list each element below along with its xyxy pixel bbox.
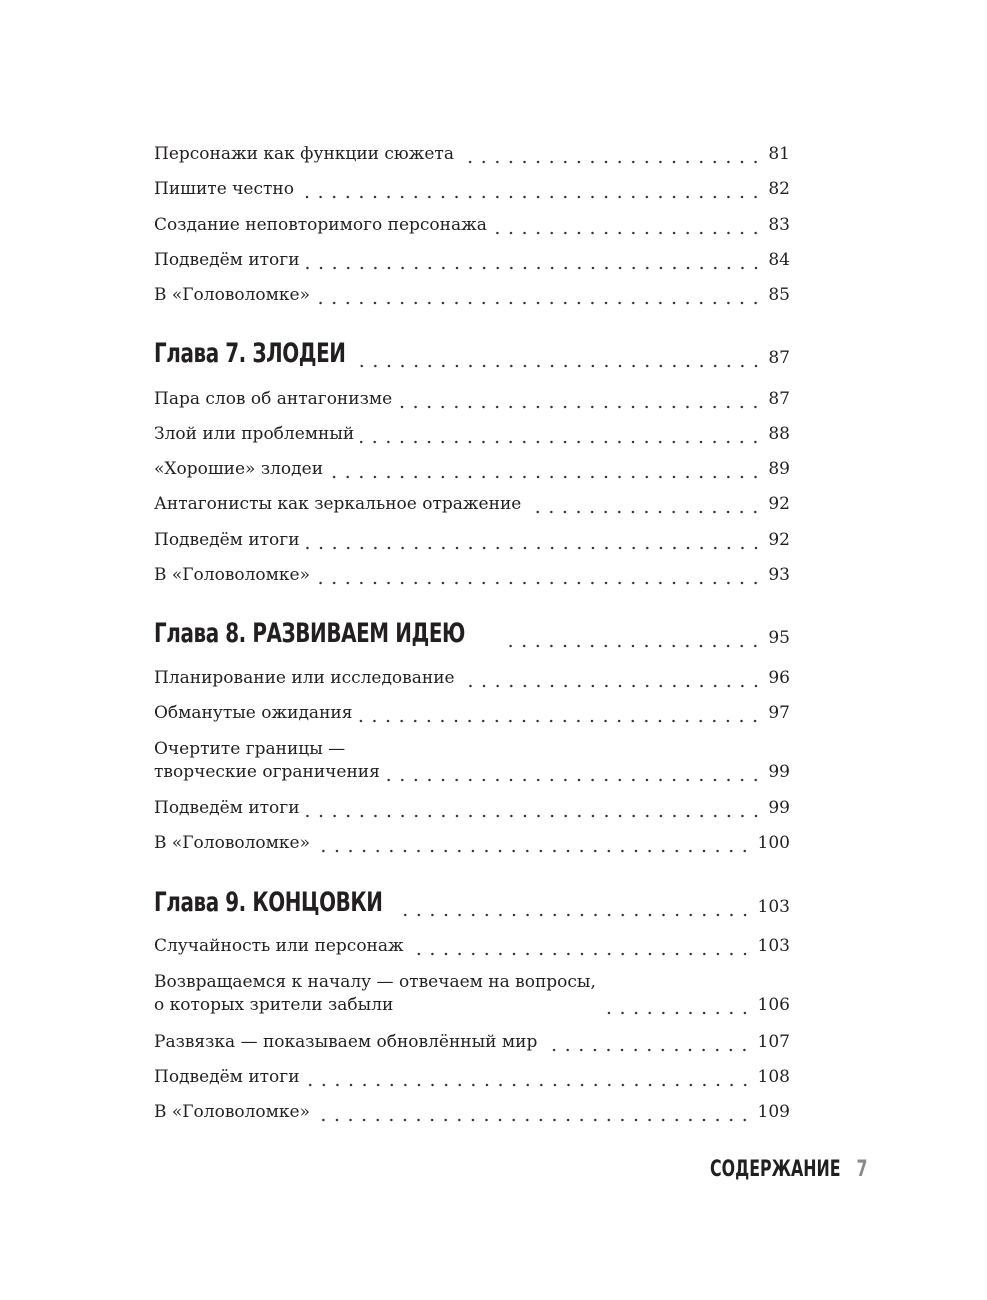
toc-page-number: 81 [768, 144, 790, 164]
toc-entry [154, 702, 790, 725]
toc-page-number: 100 [757, 833, 790, 853]
toc-entry [154, 423, 790, 446]
toc-chapter-heading [154, 887, 790, 919]
dot-leader [316, 1101, 752, 1124]
toc-page-number: 96 [768, 668, 790, 688]
dot-leader [410, 935, 752, 958]
toc-entry [154, 935, 790, 958]
toc-entry-title: В «Головоломке» [154, 832, 316, 855]
page-footer [710, 1157, 867, 1182]
toc-page-number: 92 [768, 530, 790, 550]
toc-entry-title: Персонажи как функции сюжета [154, 143, 460, 166]
dot-leader [360, 423, 762, 446]
toc-entry-title: Подведём итоги [154, 529, 306, 552]
toc-entry [154, 1101, 790, 1124]
toc-entry [154, 797, 790, 820]
dot-leader [300, 178, 762, 201]
toc-entry-title: Развязка — показываем обновлённый мир [154, 1031, 543, 1054]
dot-leader [399, 896, 752, 919]
toc-entry [154, 388, 790, 411]
dot-leader [460, 143, 762, 166]
toc-entry [154, 529, 790, 552]
toc-page-number: 99 [768, 798, 790, 818]
toc-entry-title: Подведём итоги [154, 249, 306, 272]
toc-page-number: 82 [768, 179, 790, 199]
dot-leader [306, 529, 763, 552]
toc-entry [154, 832, 790, 855]
toc-entry-title: В «Головоломке» [154, 1101, 316, 1124]
toc-entry-title: Пишите честно [154, 178, 300, 201]
toc-page-number: 99 [768, 762, 790, 782]
dot-leader [329, 458, 762, 481]
toc-entry-title: В «Головоломке» [154, 284, 316, 307]
toc-entry [154, 738, 790, 784]
dot-leader [602, 994, 752, 1017]
toc-entry-title: В «Головоломке» [154, 564, 316, 587]
toc-entry [154, 971, 790, 1017]
dot-leader [493, 214, 762, 237]
toc-page-number: 83 [768, 215, 790, 235]
toc-entry-title: Глава 8. РАЗВИВАЕМ ИДЕЮ [154, 618, 470, 650]
toc-page-number: 103 [757, 936, 790, 956]
toc-entry-title: Антагонисты как зеркальное отражение [154, 493, 527, 516]
dot-leader [358, 702, 762, 725]
toc-page-number: 92 [768, 494, 790, 514]
toc-entry [154, 564, 790, 587]
dot-leader [499, 627, 762, 650]
toc-entry-title: Глава 9. КОНЦОВКИ [154, 887, 387, 919]
toc-entry-title: Очертите границы — творческие ограничения [154, 738, 386, 784]
toc-entry-title: Глава 7. ЗЛОДЕИ [154, 338, 350, 370]
dot-leader [398, 388, 762, 411]
toc-chapter-heading [154, 338, 790, 370]
toc-entry-title: Возвращаемся к началу — отвечаем на вопросы, о которых зрители забыли [154, 971, 602, 1017]
toc-entry [154, 284, 790, 307]
toc-entry-title: Подведём итоги [154, 797, 306, 820]
toc-page-number: 88 [768, 424, 790, 444]
toc-entry-title: «Хорошие» злодеи [154, 458, 329, 481]
toc-entry-title: Создание неповторимого персонажа [154, 214, 493, 237]
toc-entry [154, 178, 790, 201]
toc-page-number: 108 [757, 1067, 790, 1087]
dot-leader [461, 667, 763, 690]
dot-leader [306, 249, 763, 272]
toc-entry-title: Случайность или персонаж [154, 935, 410, 958]
toc-page-number: 95 [768, 628, 790, 648]
toc-entry [154, 1031, 790, 1054]
dot-leader [316, 832, 752, 855]
toc-entry-title: Злой или проблемный [154, 423, 360, 446]
toc-chapter-heading [154, 618, 790, 650]
dot-leader [527, 493, 762, 516]
toc-entry [154, 493, 790, 516]
dot-leader [306, 1066, 752, 1089]
toc-page-number: 89 [768, 459, 790, 479]
toc-entry-title: Планирование или исследование [154, 667, 461, 690]
toc-entry [154, 249, 790, 272]
toc-entry [154, 143, 790, 166]
dot-leader [316, 284, 762, 307]
toc-page-number: 97 [768, 703, 790, 723]
toc-page-number: 87 [768, 348, 790, 368]
page-number: 7 [856, 1157, 868, 1182]
running-header: СОДЕРЖАНИЕ [710, 1157, 841, 1182]
dot-leader [354, 347, 763, 370]
toc-page-number: 109 [757, 1102, 790, 1122]
toc-page-number: 93 [768, 565, 790, 585]
toc-entry-title: Пара слов об антагонизме [154, 388, 398, 411]
toc-page-number: 87 [768, 389, 790, 409]
toc-entry-title: Обманутые ожидания [154, 702, 358, 725]
toc-entry [154, 214, 790, 237]
dot-leader [543, 1031, 751, 1054]
dot-leader [386, 761, 763, 784]
toc-entry [154, 458, 790, 481]
toc-page-number: 106 [757, 995, 790, 1015]
toc-page-number: 84 [768, 250, 790, 270]
toc-page-number: 107 [757, 1032, 790, 1052]
dot-leader [306, 797, 763, 820]
toc-page-number: 85 [768, 285, 790, 305]
toc-entry [154, 1066, 790, 1089]
toc-page-number: 103 [757, 897, 790, 917]
toc-entry [154, 667, 790, 690]
toc-entry-title: Подведём итоги [154, 1066, 306, 1089]
dot-leader [316, 564, 762, 587]
